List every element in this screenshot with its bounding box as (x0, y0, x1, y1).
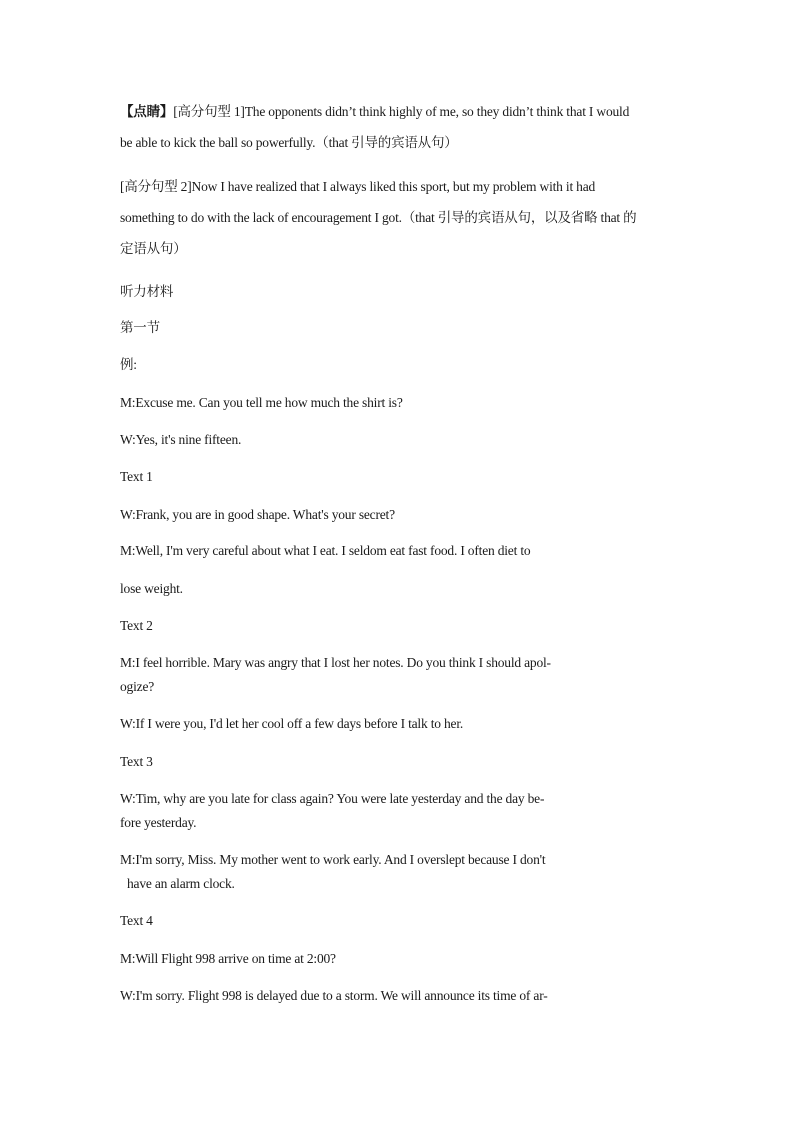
example-w-line: W:Yes, it's nine fifteen. (120, 432, 242, 447)
section-title: 第一节 (120, 320, 160, 335)
text1-line: lose weight. (120, 581, 183, 596)
note2-line3: 定语从句） (120, 241, 187, 256)
text2-line: ogize? (120, 679, 155, 694)
text3-line: M:I'm sorry, Miss. My mother went to work early. And I overslept because I don't (120, 852, 546, 867)
text2-line: M:I feel horrible. Mary was angry that I lost her notes. Do you think I should apol- (120, 655, 551, 670)
example-label: 例: (120, 357, 137, 372)
text3-line: fore yesterday. (120, 815, 197, 830)
text4-line: W:I'm sorry. Flight 998 is delayed due to a storm. We will announce its time of ar- (120, 988, 548, 1003)
text4-label: Text 4 (120, 913, 153, 928)
text3-label: Text 3 (120, 754, 153, 769)
text3-line: have an alarm clock. (127, 876, 235, 891)
note-tag: 【点睛】 (120, 104, 174, 119)
note1-line2: be able to kick the ball so powerfully.（that 引导的宾语从句） (120, 135, 458, 150)
text1-label: Text 1 (120, 469, 153, 484)
text1-line: W:Frank, you are in good shape. What's your secret? (120, 507, 395, 522)
example-m-line: M:Excuse me. Can you tell me how much the shirt is? (120, 395, 403, 410)
note2-line2: something to do with the lack of encouragement I got.（that 引导的宾语从句，以及省略 that 的 (120, 210, 637, 225)
text1-line: M:Well, I'm very careful about what I eat. I seldom eat fast food. I often diet to (120, 543, 531, 558)
text3-line: W:Tim, why are you late for class again? You were late yesterday and the day be- (120, 791, 545, 806)
note2-line1: [高分句型 2]Now I have realized that I always liked this sport, but my problem with it had (120, 179, 596, 194)
listening-title: 听力材料 (120, 284, 174, 299)
note1-line1 (120, 103, 629, 121)
note1-text-1: [高分句型 1]The opponents didn’t think highly of me, so they didn’t think that I would (173, 104, 630, 119)
text2-line: W:If I were you, I'd let her cool off a few days before I talk to her. (120, 716, 464, 731)
text4-line: M:Will Flight 998 arrive on time at 2:00? (120, 951, 336, 966)
text2-label: Text 2 (120, 618, 153, 633)
